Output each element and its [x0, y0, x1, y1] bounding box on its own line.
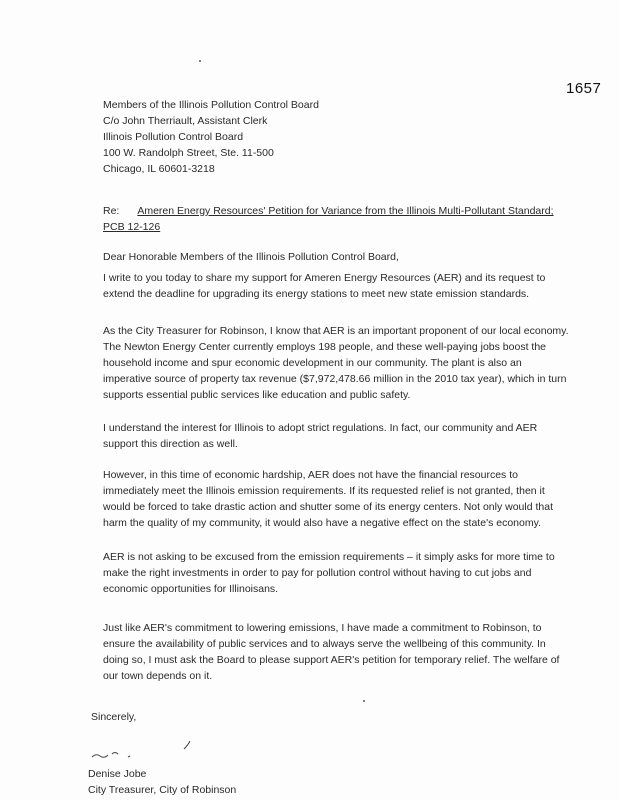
closing: Sincerely,	[91, 711, 137, 723]
recipient-address-block	[103, 97, 319, 177]
body-paragraph: However, in this time of economic hardship, AER does not have the financial resources to immediately meet the Illinois emission requirements. If its requested relief is not granted, then it would be forced to take drastic action and shutter some of its energy centers. Not only would that harm the quality of my community, it would also have a negative effect on the state's economy.	[103, 469, 553, 529]
signer-name: Denise Jobe	[88, 768, 147, 780]
signer-title: City Treasurer, City of Robinson	[88, 784, 237, 796]
page-number: 1657	[566, 80, 602, 97]
body-paragraph: AER is not asking to be excused from the emission requirements – it simply asks for more time to make the right investments in order to pay for pollution control without having to cut jobs and economic opportunities for Illinoisans.	[103, 551, 555, 595]
body-paragraph: As the City Treasurer for Robinson, I know that AER is an important proponent of our local economy. The Newton Energy Center currently employs 198 people, and these well-paying jobs boost the household income and spur economic development in our community. The plant is also an imperative source of property tax revenue ($7,972,478.66 million in the 2010 tax year), which in turn supports essential public services like education and public safety.	[103, 325, 569, 401]
subject-line	[103, 203, 573, 235]
salutation: Dear Honorable Members of the Illinois Pollution Control Board,	[103, 251, 399, 263]
address-line: Chicago, IL 60601-3218	[103, 163, 215, 175]
address-line: Illinois Pollution Control Board	[103, 131, 244, 143]
body-paragraph: Just like AER's commitment to lowering emissions, I have made a commitment to Robinson, to ensure the availability of public services and to always serve the wellbeing of this community. In doing so, I must ask the Board to please support AER's petition for temporary relief. The welfare of our town depends on it.	[103, 622, 560, 682]
subject-text: Ameren Energy Resources' Petition for Variance from the Illinois Multi-Pollutant Standard; PCB 12-126	[103, 205, 554, 233]
scan-speck	[199, 60, 201, 62]
subject-label: Re:	[103, 205, 120, 217]
address-line: C/o John Therriault, Assistant Clerk	[103, 115, 268, 127]
handwritten-signature	[88, 735, 208, 765]
address-line: 100 W. Randolph Street, Ste. 11-500	[103, 147, 274, 159]
address-line: Members of the Illinois Pollution Control Board	[103, 99, 319, 111]
body-paragraph: I write to you today to share my support for Ameren Energy Resources (AER) and its request to extend the deadline for upgrading its energy stations to meet new state emission standards.	[103, 272, 546, 300]
body-paragraph: I understand the interest for Illinois to adopt strict regulations. In fact, our community and AER support this direction as well.	[103, 422, 538, 450]
scan-speck	[363, 700, 365, 702]
